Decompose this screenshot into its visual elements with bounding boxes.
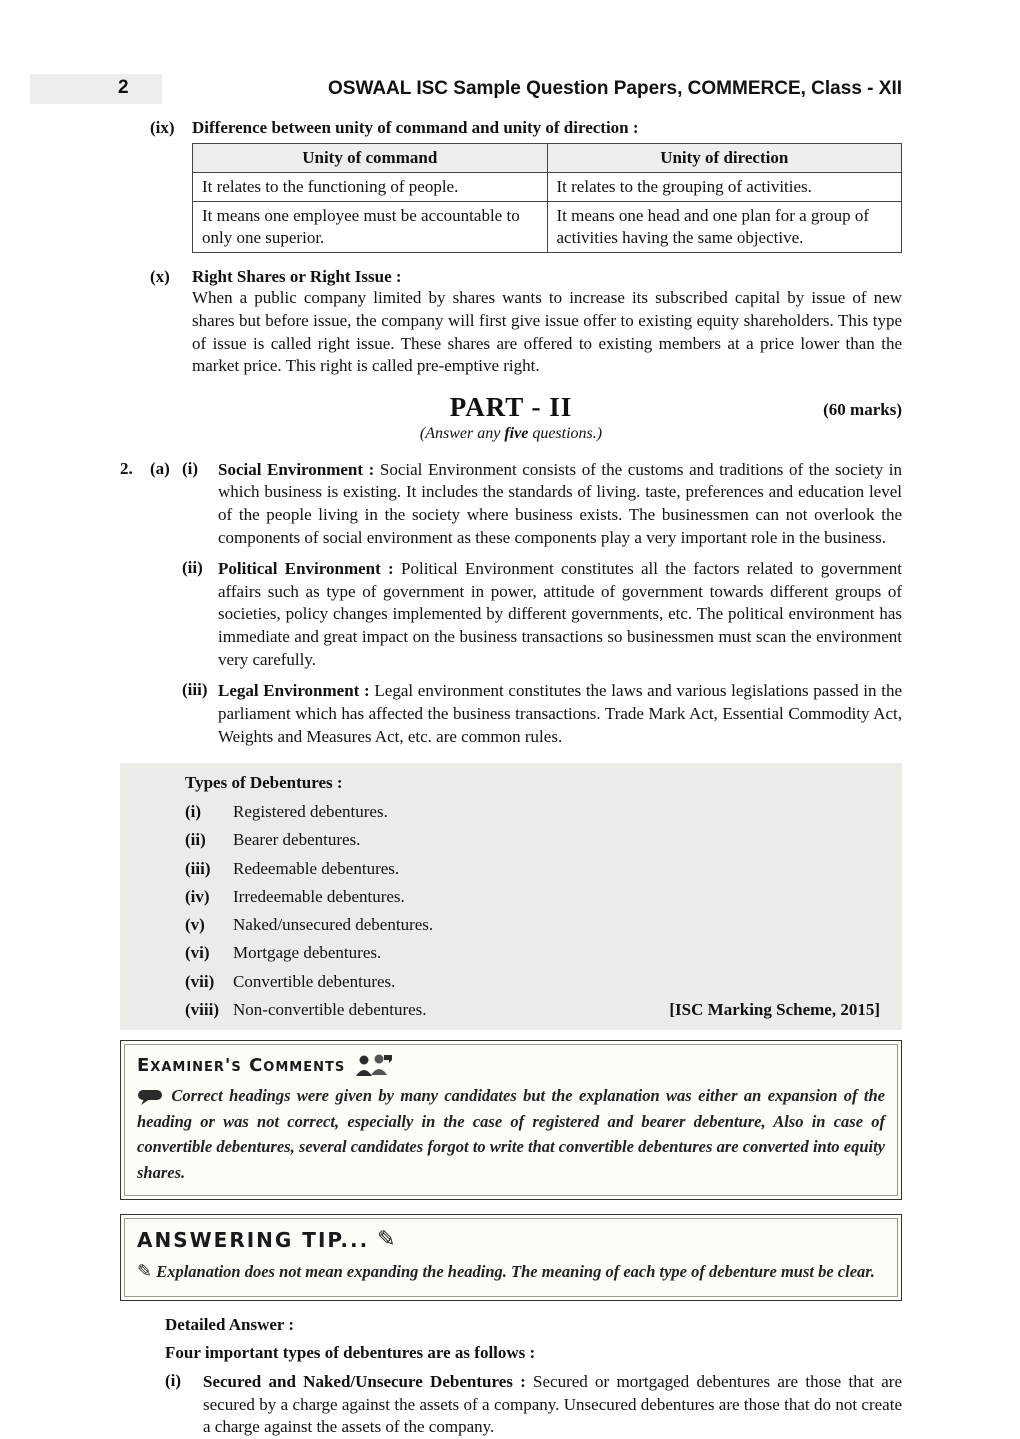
- list-item: [185, 801, 892, 822]
- table-header-cell: Unity of command: [193, 144, 548, 173]
- answer-item-political: [182, 558, 902, 671]
- detailed-answer-item-heading: Secured and Naked/Unsecure Debentures :: [203, 1372, 526, 1392]
- item-x: [150, 267, 902, 377]
- subtitle-post: questions.): [528, 424, 603, 442]
- detailed-answer-item-label: (i): [165, 1371, 182, 1391]
- subtitle-bold: five: [504, 424, 529, 442]
- list-item-label: (iii): [185, 858, 211, 878]
- list-item-label: (iv): [185, 886, 210, 906]
- answering-tip-body: Explanation does not mean expanding the heading. The meaning of each type of debenture must be clear.: [156, 1262, 875, 1282]
- answer-item-social: [182, 459, 902, 549]
- table-header-cell: Unity of direction: [547, 144, 902, 173]
- item-ix-heading: Difference between unity of command and unity of direction :: [192, 118, 639, 137]
- answer-item-legal: [182, 680, 902, 748]
- people-icon: [353, 1053, 393, 1077]
- table-row: [193, 173, 902, 202]
- list-item: [185, 829, 892, 850]
- list-item-text: Redeemable debentures.: [233, 858, 400, 878]
- examiners-comments-text: [137, 1083, 885, 1185]
- subitem-heading: Political Environment :: [218, 559, 394, 579]
- table-cell: It relates to the functioning of people.: [193, 173, 548, 202]
- detailed-answer-item: [165, 1371, 902, 1439]
- table-cell: It relates to the grouping of activities.: [547, 173, 902, 202]
- list-item: [185, 886, 892, 907]
- list-item-text: Irredeemable debentures.: [233, 886, 405, 906]
- question-2: [120, 459, 902, 757]
- subitem-label: (ii): [182, 558, 203, 578]
- item-x-heading: Right Shares or Right Issue :: [192, 267, 402, 287]
- subitem-label: (iii): [182, 680, 208, 700]
- pen-icon: ✎: [137, 1261, 153, 1283]
- subitem-text: [218, 558, 902, 671]
- examiners-comments-box: [120, 1040, 902, 1200]
- list-item-label: (vi): [185, 943, 210, 963]
- question-part-label: (a): [150, 458, 170, 478]
- detailed-answer-item-text: [203, 1371, 902, 1439]
- subitem-body: Social Environment consists of the customs and traditions of the society in which business is existing. It includes the standards of living. taste, preferences and education level of the people living in the society where business exists. The businessmen can not overlook the components of social environment as these components play a very important role in the business.: [218, 459, 903, 547]
- answering-tip-box: [120, 1214, 902, 1301]
- item-x-body: When a public company limited by shares wants to increase its subscribed capital by issue of new shares but before issue, the company will first give issue offer to existing equity shareholders. This type of issue is called right issue. These shares are offered to existing members at a price lower than the market price. This right is called pre-emptive right.: [192, 288, 902, 376]
- item-ix: [150, 118, 902, 257]
- table-cell: It means one head and one plan for a group of activities having the same objective.: [547, 202, 902, 253]
- subitem-heading: Social Environment :: [218, 459, 375, 479]
- answering-tip-text: [137, 1258, 885, 1286]
- list-item-label: (v): [185, 915, 205, 935]
- part-2-marks: (60 marks): [823, 399, 902, 419]
- item-x-label: (x): [150, 267, 170, 287]
- examiners-comments-body: Correct headings were given by many candidates but the explanation was either an expansion of the heading or was not correct, especially in the case of registered and bearer debenture, Also in case of convertible debentures, several candidates forgot to write that convertible debentures are converted into equity shares.: [137, 1086, 885, 1182]
- item-ix-label: (ix): [150, 118, 175, 137]
- subitem-body: Political Environment constitutes all the factors related to government affairs such as type of government in power, attitude of government towards different groups of societies, policy changes implemented by different governments, etc. The political environment has immediate and great impact on the business transactions so businessmen must scan the environment very carefully.: [218, 559, 902, 669]
- table-row: [193, 202, 902, 253]
- list-item-text: Bearer debentures.: [233, 830, 361, 850]
- pen-icon: ✎: [377, 1227, 396, 1253]
- comparison-table: [192, 143, 902, 253]
- detailed-answer-item-body: Secured or mortgaged debentures are those that are secured by a charge against the assets of a company. Unsecured debentures are those that do not create a charge against the assets of the company.: [203, 1372, 902, 1437]
- part-2-title: PART - II: [449, 391, 573, 422]
- page-number-bar: [30, 74, 162, 104]
- list-item-label: (i): [185, 802, 202, 822]
- part-2-heading: [120, 392, 902, 423]
- list-item: [185, 942, 892, 963]
- subitem-heading: Legal Environment :: [218, 681, 370, 701]
- detailed-answer-section: [165, 1315, 902, 1439]
- subitem-label: (i): [182, 458, 199, 478]
- page-number: 2: [118, 77, 129, 98]
- book-title: OSWAAL ISC Sample Question Papers, COMMERCE, Class - XII: [328, 78, 902, 99]
- list-item: [185, 914, 892, 935]
- list-item: [185, 858, 892, 879]
- list-item: [185, 971, 892, 992]
- table-cell: It means one employee must be accountable to only one superior.: [193, 202, 548, 253]
- subtitle-pre: (Answer any: [419, 424, 505, 442]
- list-item-label: (vii): [185, 971, 215, 991]
- examiners-comments-title: Examiner's Comments: [137, 1054, 346, 1076]
- list-item-text: Non-convertible debentures.: [233, 999, 427, 1019]
- list-item-text: Mortgage debentures.: [233, 943, 382, 963]
- part-2-subtitle: [120, 425, 902, 443]
- list-item-label: (viii): [185, 999, 219, 1019]
- list-item: [185, 999, 892, 1020]
- subitem-text: [218, 459, 902, 549]
- list-item-text: Naked/unsecured debentures.: [233, 915, 434, 935]
- list-item-label: (ii): [185, 830, 206, 850]
- debentures-heading: Types of Debentures :: [185, 773, 343, 793]
- subitem-body: Legal environment constitutes the laws and various legislations passed in the parliament which has affected the business transactions. Trade Mark Act, Essential Commodity Act, Weights and Measures Act, etc. are common rules.: [218, 681, 902, 746]
- speech-bubble-icon: [137, 1089, 165, 1106]
- page-content: [0, 118, 1020, 1439]
- detailed-answer-intro: Four important types of debentures are as follows :: [165, 1343, 536, 1363]
- answering-tip-title: ANSWERING TIP...: [137, 1227, 370, 1252]
- marking-scheme-source: [ISC Marking Scheme, 2015]: [669, 999, 880, 1019]
- question-number: 2.: [120, 458, 133, 478]
- detailed-answer-heading: Detailed Answer :: [165, 1315, 295, 1335]
- list-item-text: Convertible debentures.: [233, 971, 396, 991]
- types-of-debentures-box: [120, 763, 902, 1030]
- page-header: [0, 0, 1020, 118]
- list-item-text: Registered debentures.: [233, 802, 388, 822]
- subitem-text: [218, 680, 902, 748]
